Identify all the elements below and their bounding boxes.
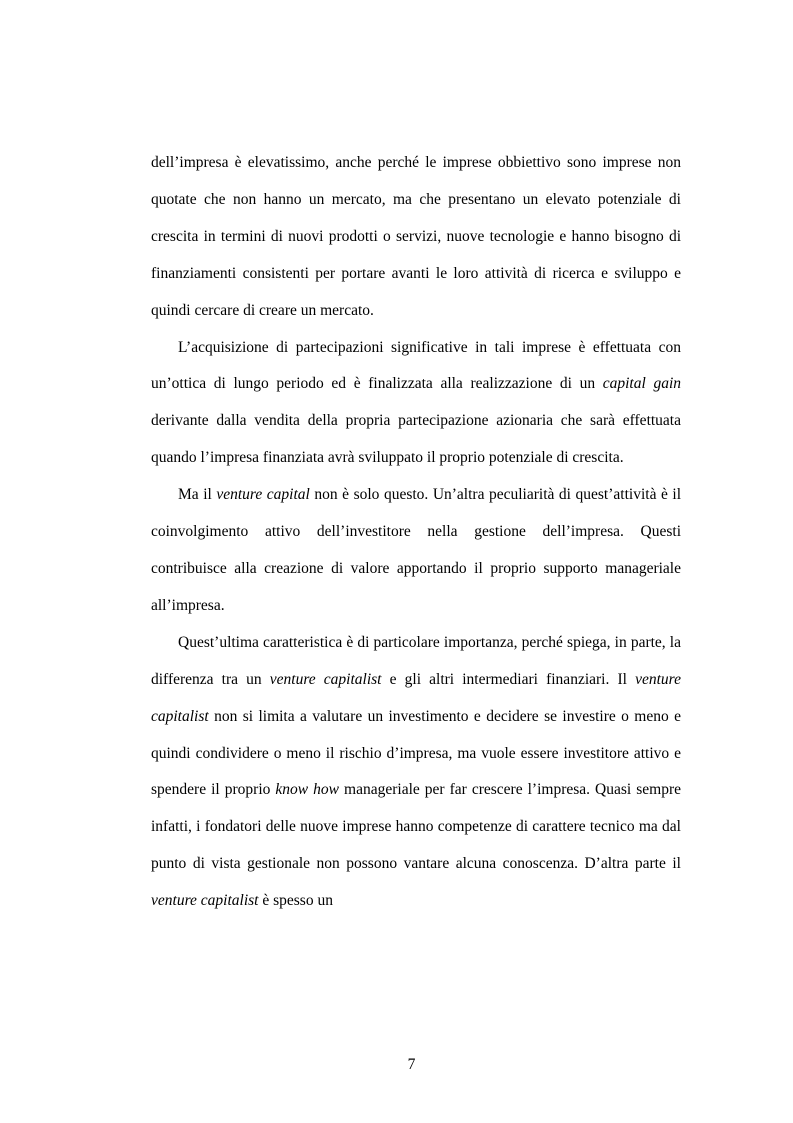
text-run: dell’impresa è elevatissimo, anche perché le imprese obbiettivo sono imprese non quotate che non hanno un mercato, ma che presentano un elevato potenziale di crescita in termini di nuovi prodotti o servizi, nuove tecnologie e hanno bisogno di finanziamenti consistenti per portare avanti le loro attività di ricerca e sviluppo e quindi cercare di creare un mercato. <box>151 154 681 319</box>
paragraph-3 <box>151 477 681 625</box>
text-run: non è solo questo. Un’altra peculiarità di quest’attività è il coinvolgimento attivo dell’investitore nella gestione dell’impresa. Questi contribuisce alla creazione di valore apportando il proprio supporto manageriale all’impresa. <box>151 486 682 614</box>
text-run: L’acquisizione di partecipazioni significative in tali imprese è effettuata con un’ottica di lungo periodo ed è finalizzata alla realizzazione di un <box>151 338 681 393</box>
text-run: Ma il <box>178 486 217 504</box>
text-run: derivante dalla vendita della propria partecipazione azionaria che sarà effettuata quando l’impresa finanziata avrà sviluppato il proprio potenziale di crescita. <box>151 412 681 467</box>
italic-term: venture capitalist <box>151 892 259 910</box>
body-text <box>151 145 681 920</box>
italic-term: venture capitalist <box>269 670 382 688</box>
page-number: 7 <box>407 1056 416 1073</box>
paragraph-2 <box>151 330 681 478</box>
paragraph-4 <box>151 625 681 920</box>
text-run: Quest’ultima caratteristica è di particolare importanza, perché spiega, in parte, la differenza tra un <box>151 633 681 688</box>
paragraph-1 <box>151 145 681 330</box>
text-run: e gli altri intermediari finanziari. Il <box>381 670 636 688</box>
italic-term: venture capitalist <box>151 670 681 725</box>
italic-term: capital gain <box>602 375 681 393</box>
text-run: manageriale per far crescere l’impresa. Quasi sempre infatti, i fondatori delle nuove imprese hanno competenze di carattere tecnico ma dal punto di vista gestionale non possono vantare alcuna conoscenza. D’altra parte il <box>151 781 681 873</box>
italic-term: venture capital <box>216 486 310 504</box>
italic-term: know how <box>275 781 339 799</box>
text-run: è spesso un <box>258 892 333 910</box>
text-run: non si limita a valutare un investimento e decidere se investire o meno e quindi condividere o meno il rischio d’impresa, ma vuole essere investitore attivo e spendere il proprio <box>151 707 681 799</box>
